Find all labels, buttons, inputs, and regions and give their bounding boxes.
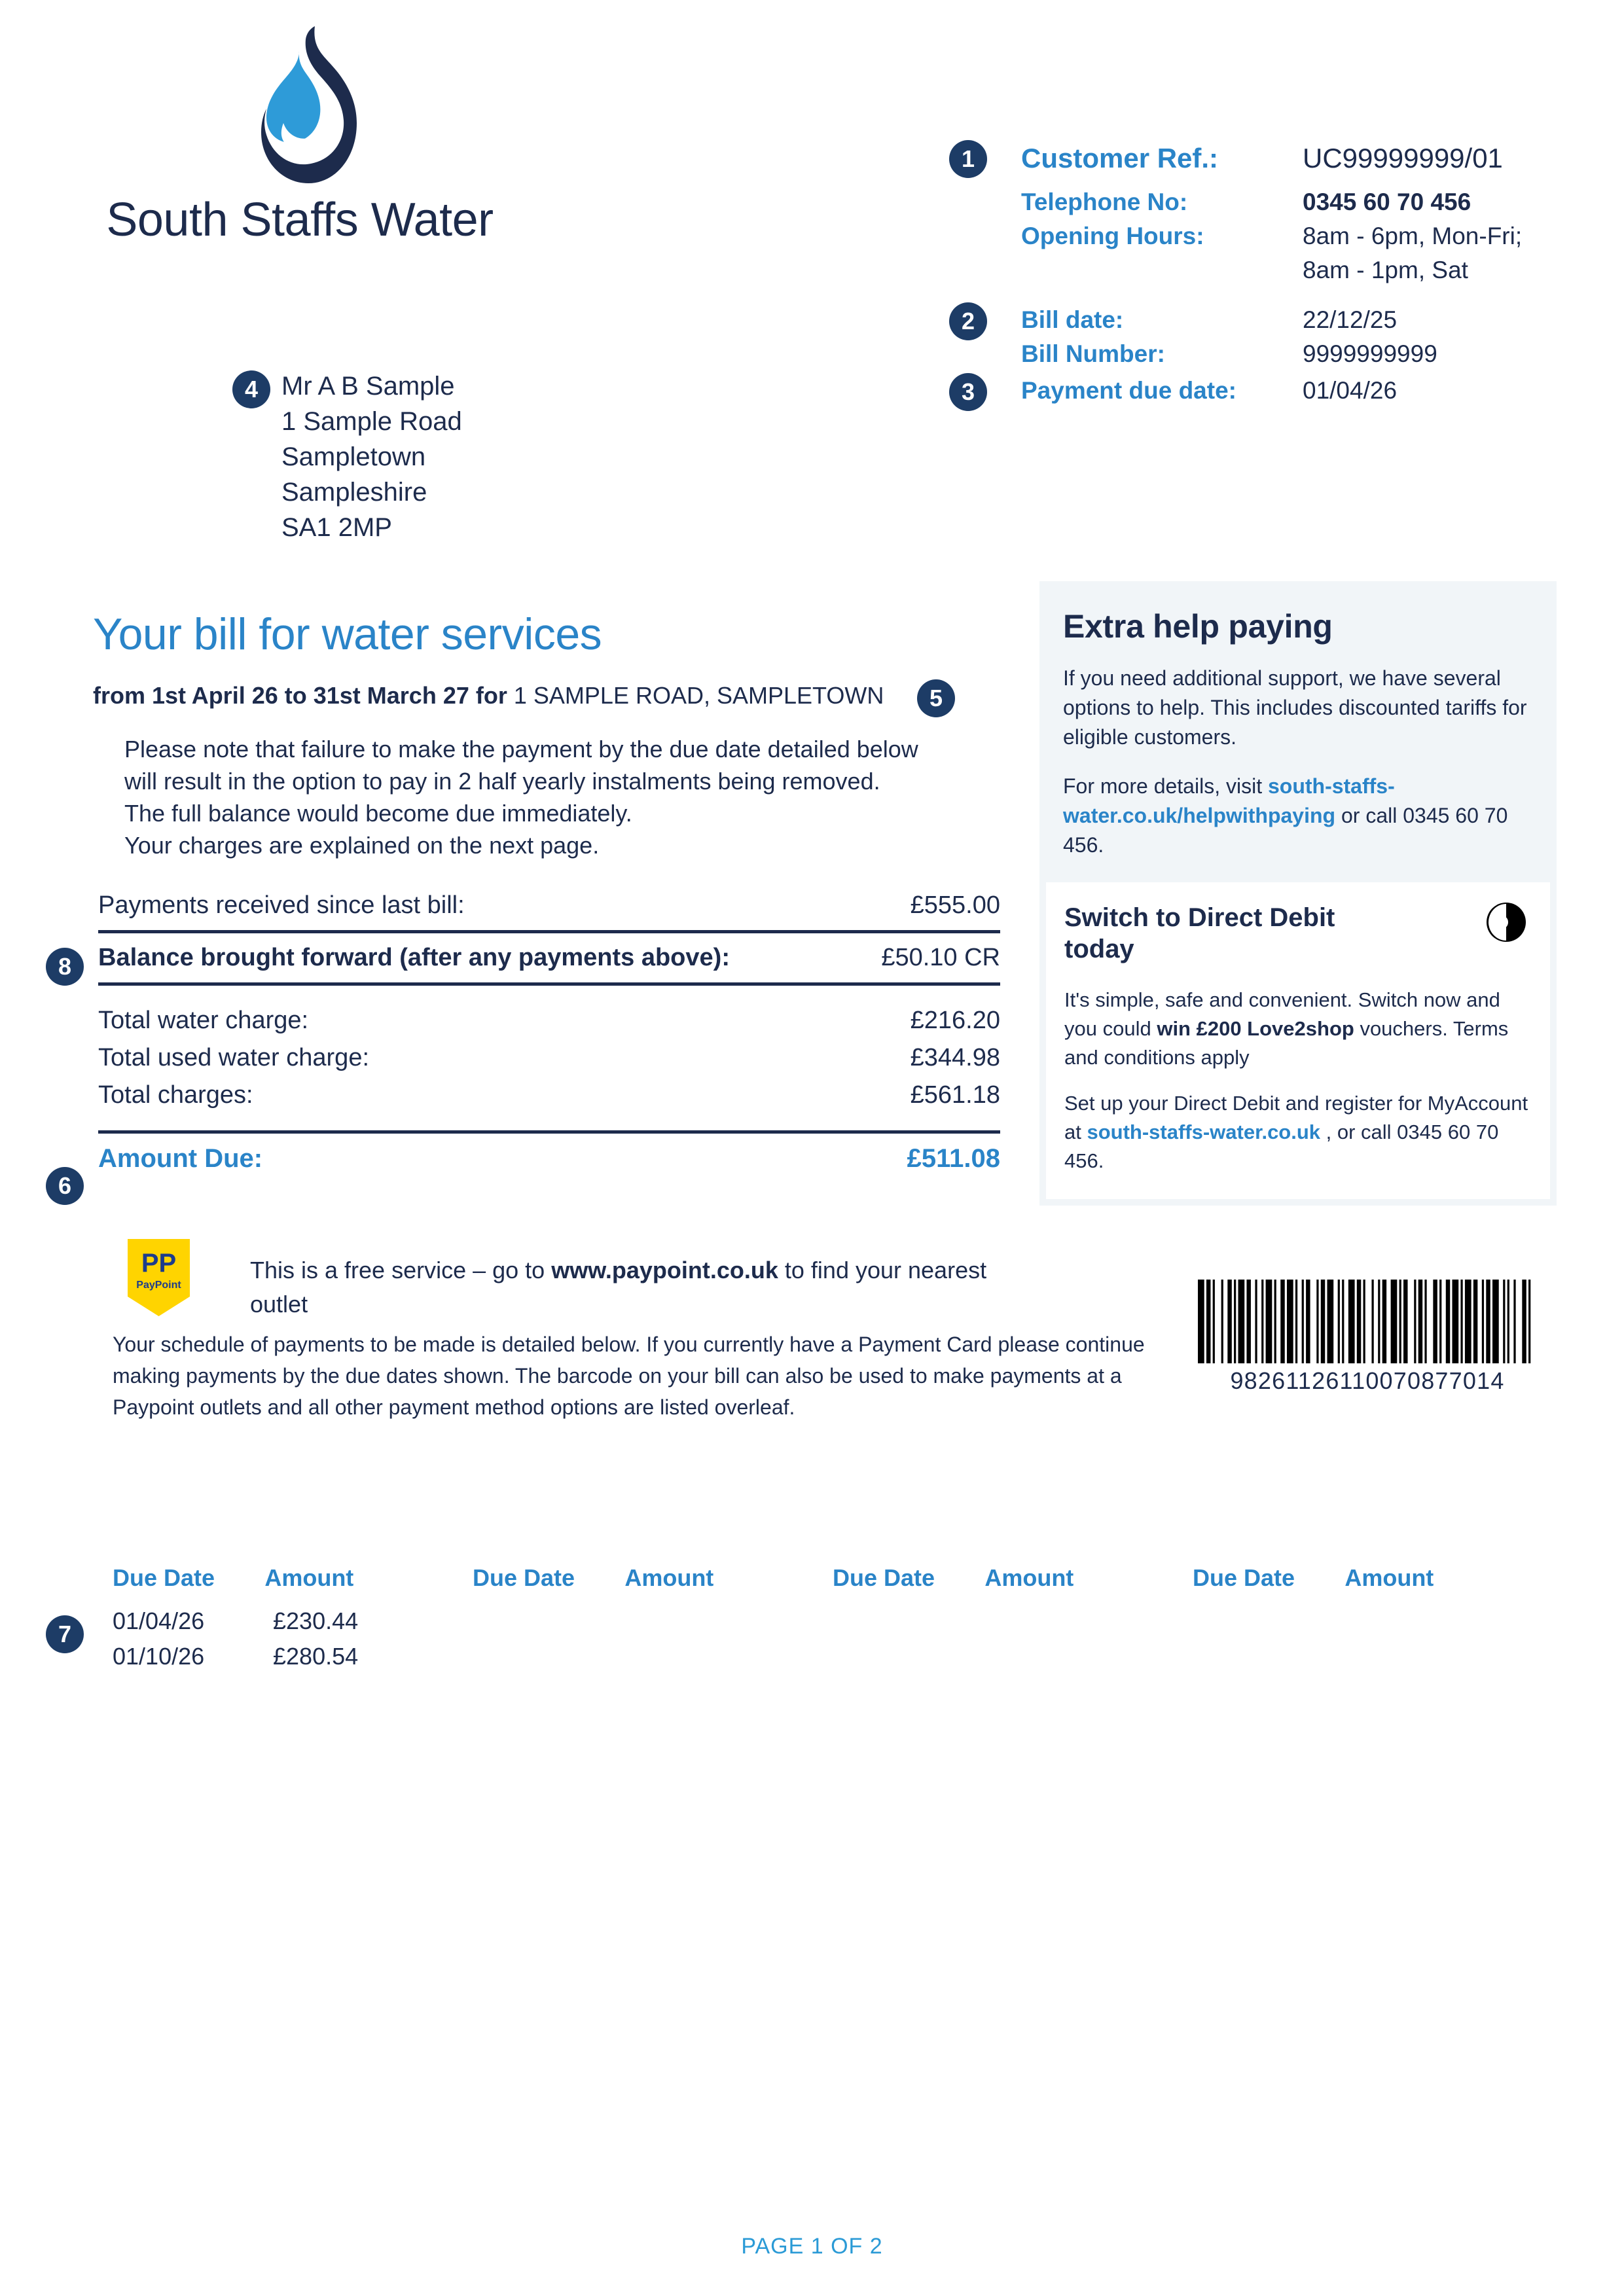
customer-ref-value: UC99999999/01 — [1303, 143, 1503, 173]
schedule-due-date: 01/10/26 — [113, 1643, 205, 1670]
paypoint-suffix: to find your nearest outlet — [250, 1257, 987, 1318]
billing-period-address: 1 SAMPLE ROAD, SAMPLETOWN — [513, 682, 884, 709]
marker-badge-5: 5 — [917, 679, 955, 717]
schedule-amount: £230.44 — [273, 1607, 359, 1634]
balance-forward-label: Balance brought forward (after any payments above): — [98, 944, 730, 971]
marker-badge-7: 7 — [46, 1615, 84, 1653]
divider-rule — [98, 1130, 1000, 1134]
myaccount-link[interactable]: south-staffs-water.co.uk — [1087, 1121, 1321, 1143]
account-reference-panel — [961, 143, 1597, 411]
help-suffix: or call 0345 60 70 456. — [1063, 804, 1508, 857]
intro-line: Please note that failure to make the payment by the due date detailed below — [124, 736, 918, 762]
due-date-header: Due Date — [833, 1564, 935, 1591]
due-date-header: Due Date — [113, 1564, 215, 1591]
payment-schedule-table — [113, 1564, 1553, 1670]
intro-line: will result in the option to pay in 2 half yearly instalments being removed. — [124, 768, 880, 795]
due-date-header: Due Date — [1193, 1564, 1295, 1591]
table-row — [113, 1643, 1553, 1670]
direct-debit-paragraph-2 — [1064, 1089, 1532, 1175]
svg-text:PayPoint: PayPoint — [136, 1280, 181, 1291]
customer-ref-row — [961, 143, 1597, 174]
balance-forward-row — [98, 939, 1000, 977]
divider-rule — [98, 930, 1000, 933]
extra-help-title: Extra help paying — [1063, 608, 1333, 645]
total-used-water-charge-label: Total used water charge: — [98, 1044, 370, 1071]
payments-received-amount: £555.00 — [910, 891, 1000, 919]
paypoint-website-link[interactable]: www.paypoint.co.uk — [551, 1257, 778, 1283]
address-line: 1 Sample Road — [281, 407, 462, 436]
amount-header: Amount — [624, 1564, 714, 1591]
marker-badge-3: 3 — [949, 373, 987, 411]
total-water-charge-row — [98, 1002, 1000, 1039]
dd-p1-suffix: vouchers. Terms and conditions apply — [1064, 1017, 1509, 1069]
bill-date-row — [961, 306, 1597, 334]
payment-due-date-label: Payment due date: — [1021, 377, 1236, 404]
payment-schedule-header — [113, 1564, 1553, 1592]
total-water-charge-amount: £216.20 — [910, 1007, 1000, 1034]
schedule-amount: £280.54 — [273, 1643, 359, 1670]
bill-date-label: Bill date: — [1021, 306, 1124, 333]
dd-p1-prefix: It's simple, safe and convenient. Switch now and you could — [1064, 988, 1500, 1040]
table-row — [113, 1607, 1553, 1635]
dd-p2-suffix: , or call 0345 60 70 456. — [1064, 1121, 1499, 1172]
page-title: Your bill for water services — [93, 609, 602, 659]
charges-table — [98, 887, 1000, 1178]
customer-ref-label: Customer Ref.: — [1021, 143, 1219, 173]
help-prefix: For more details, visit — [1063, 774, 1268, 798]
payment-due-date-row — [961, 377, 1597, 405]
extra-help-section — [1039, 581, 1557, 882]
dd-p2-prefix: Set up your Direct Debit and register for MyAccount at — [1064, 1092, 1528, 1143]
payment-schedule-note: Your schedule of payments to be made is detailed below. If you currently have a Payment Card please continue making payments by the due dates shown. The barcode on your bill can also be used to make payments at a Paypoint outlets and all other payment method options are listed overleaf. — [113, 1333, 1145, 1419]
direct-debit-section — [1046, 882, 1550, 1199]
marker-badge-1: 1 — [949, 140, 987, 178]
dd-p1-bold: win £200 Love2shop — [1157, 1017, 1354, 1040]
customer-address — [281, 368, 462, 545]
bill-number-value: 9999999999 — [1303, 340, 1437, 367]
divider-rule — [98, 982, 1000, 986]
bill-number-row — [1021, 340, 1597, 368]
paypoint-free-service-text — [250, 1253, 1022, 1321]
opening-hours-row — [1021, 223, 1597, 250]
telephone-value: 0345 60 70 456 — [1303, 188, 1471, 215]
opening-hours-row-2 — [1021, 257, 1597, 284]
barcode-number: 98261126110070877014 — [1230, 1367, 1505, 1394]
address-line: Mr A B Sample — [281, 372, 455, 401]
amount-due-label: Amount Due: — [98, 1144, 263, 1173]
company-name: South Staffs Water — [106, 194, 494, 246]
total-used-water-charge-row — [98, 1039, 1000, 1077]
barcode-bars-icon — [1198, 1280, 1537, 1363]
direct-debit-paragraph-1 — [1064, 986, 1532, 1072]
water-droplet-icon — [244, 25, 365, 187]
marker-badge-2: 2 — [949, 302, 987, 340]
telephone-row — [1021, 188, 1597, 216]
balance-forward-amount: £50.10 CR — [881, 944, 1000, 971]
spacer — [98, 992, 1000, 1002]
amount-header: Amount — [984, 1564, 1074, 1591]
opening-hours-value-2: 8am - 1pm, Sat — [1303, 257, 1468, 283]
billing-period-line — [93, 682, 884, 709]
paypoint-logo-icon — [128, 1239, 190, 1316]
amount-due-amount: £511.08 — [907, 1144, 1000, 1173]
total-charges-amount: £561.18 — [910, 1081, 1000, 1109]
amount-header: Amount — [264, 1564, 354, 1591]
paypoint-prefix: This is a free service – go to — [250, 1257, 552, 1283]
amount-header: Amount — [1344, 1564, 1434, 1591]
marker-badge-4: 4 — [232, 370, 270, 408]
intro-line: The full balance would become due immediately. — [124, 800, 632, 827]
schedule-due-date: 01/04/26 — [113, 1607, 205, 1634]
total-charges-row — [98, 1077, 1000, 1114]
address-line: SA1 2MP — [281, 513, 392, 542]
direct-debit-title: Switch to Direct Debit today — [1064, 903, 1335, 963]
address-line: Sampleshire — [281, 478, 427, 507]
opening-hours-label: Opening Hours: — [1021, 223, 1204, 249]
total-water-charge-label: Total water charge: — [98, 1007, 309, 1034]
bill-date-value: 22/12/25 — [1303, 306, 1398, 333]
amount-due-row — [98, 1139, 1000, 1178]
direct-debit-icon — [1486, 902, 1526, 942]
due-date-header: Due Date — [473, 1564, 575, 1591]
extra-help-paragraph-1: If you need additional support, we have several options to help. This includes discounted tariffs for eligible customers. — [1063, 666, 1527, 749]
address-line: Sampletown — [281, 442, 426, 471]
opening-hours-value-1: 8am - 6pm, Mon-Fri; — [1303, 223, 1523, 249]
company-logo — [71, 20, 529, 255]
intro-line: Your charges are explained on the next page. — [124, 832, 600, 859]
bill-number-label: Bill Number: — [1021, 340, 1165, 367]
extra-help-paragraph-2 — [1063, 772, 1533, 860]
payments-received-row — [98, 887, 1000, 924]
payment-barcode — [1198, 1280, 1537, 1395]
total-charges-label: Total charges: — [98, 1081, 253, 1109]
help-with-paying-link[interactable]: south-staffs-water.co.uk/helpwithpaying — [1063, 774, 1395, 827]
telephone-label: Telephone No: — [1021, 188, 1188, 215]
sidebar-panel — [1039, 581, 1557, 1206]
billing-period-prefix: from 1st April 26 to 31st March 27 for — [93, 682, 507, 709]
marker-badge-6: 6 — [46, 1167, 84, 1205]
payments-received-label: Payments received since last bill: — [98, 891, 465, 919]
svg-text:PP: PP — [141, 1249, 177, 1278]
marker-badge-8: 8 — [46, 948, 84, 986]
payment-due-date-value: 01/04/26 — [1303, 377, 1398, 404]
payment-schedule-rows — [113, 1607, 1553, 1670]
spacer — [98, 1114, 1000, 1124]
total-used-water-charge-amount: £344.98 — [910, 1044, 1000, 1071]
page-footer: PAGE 1 OF 2 — [741, 2234, 883, 2259]
bill-intro-text — [124, 733, 988, 861]
